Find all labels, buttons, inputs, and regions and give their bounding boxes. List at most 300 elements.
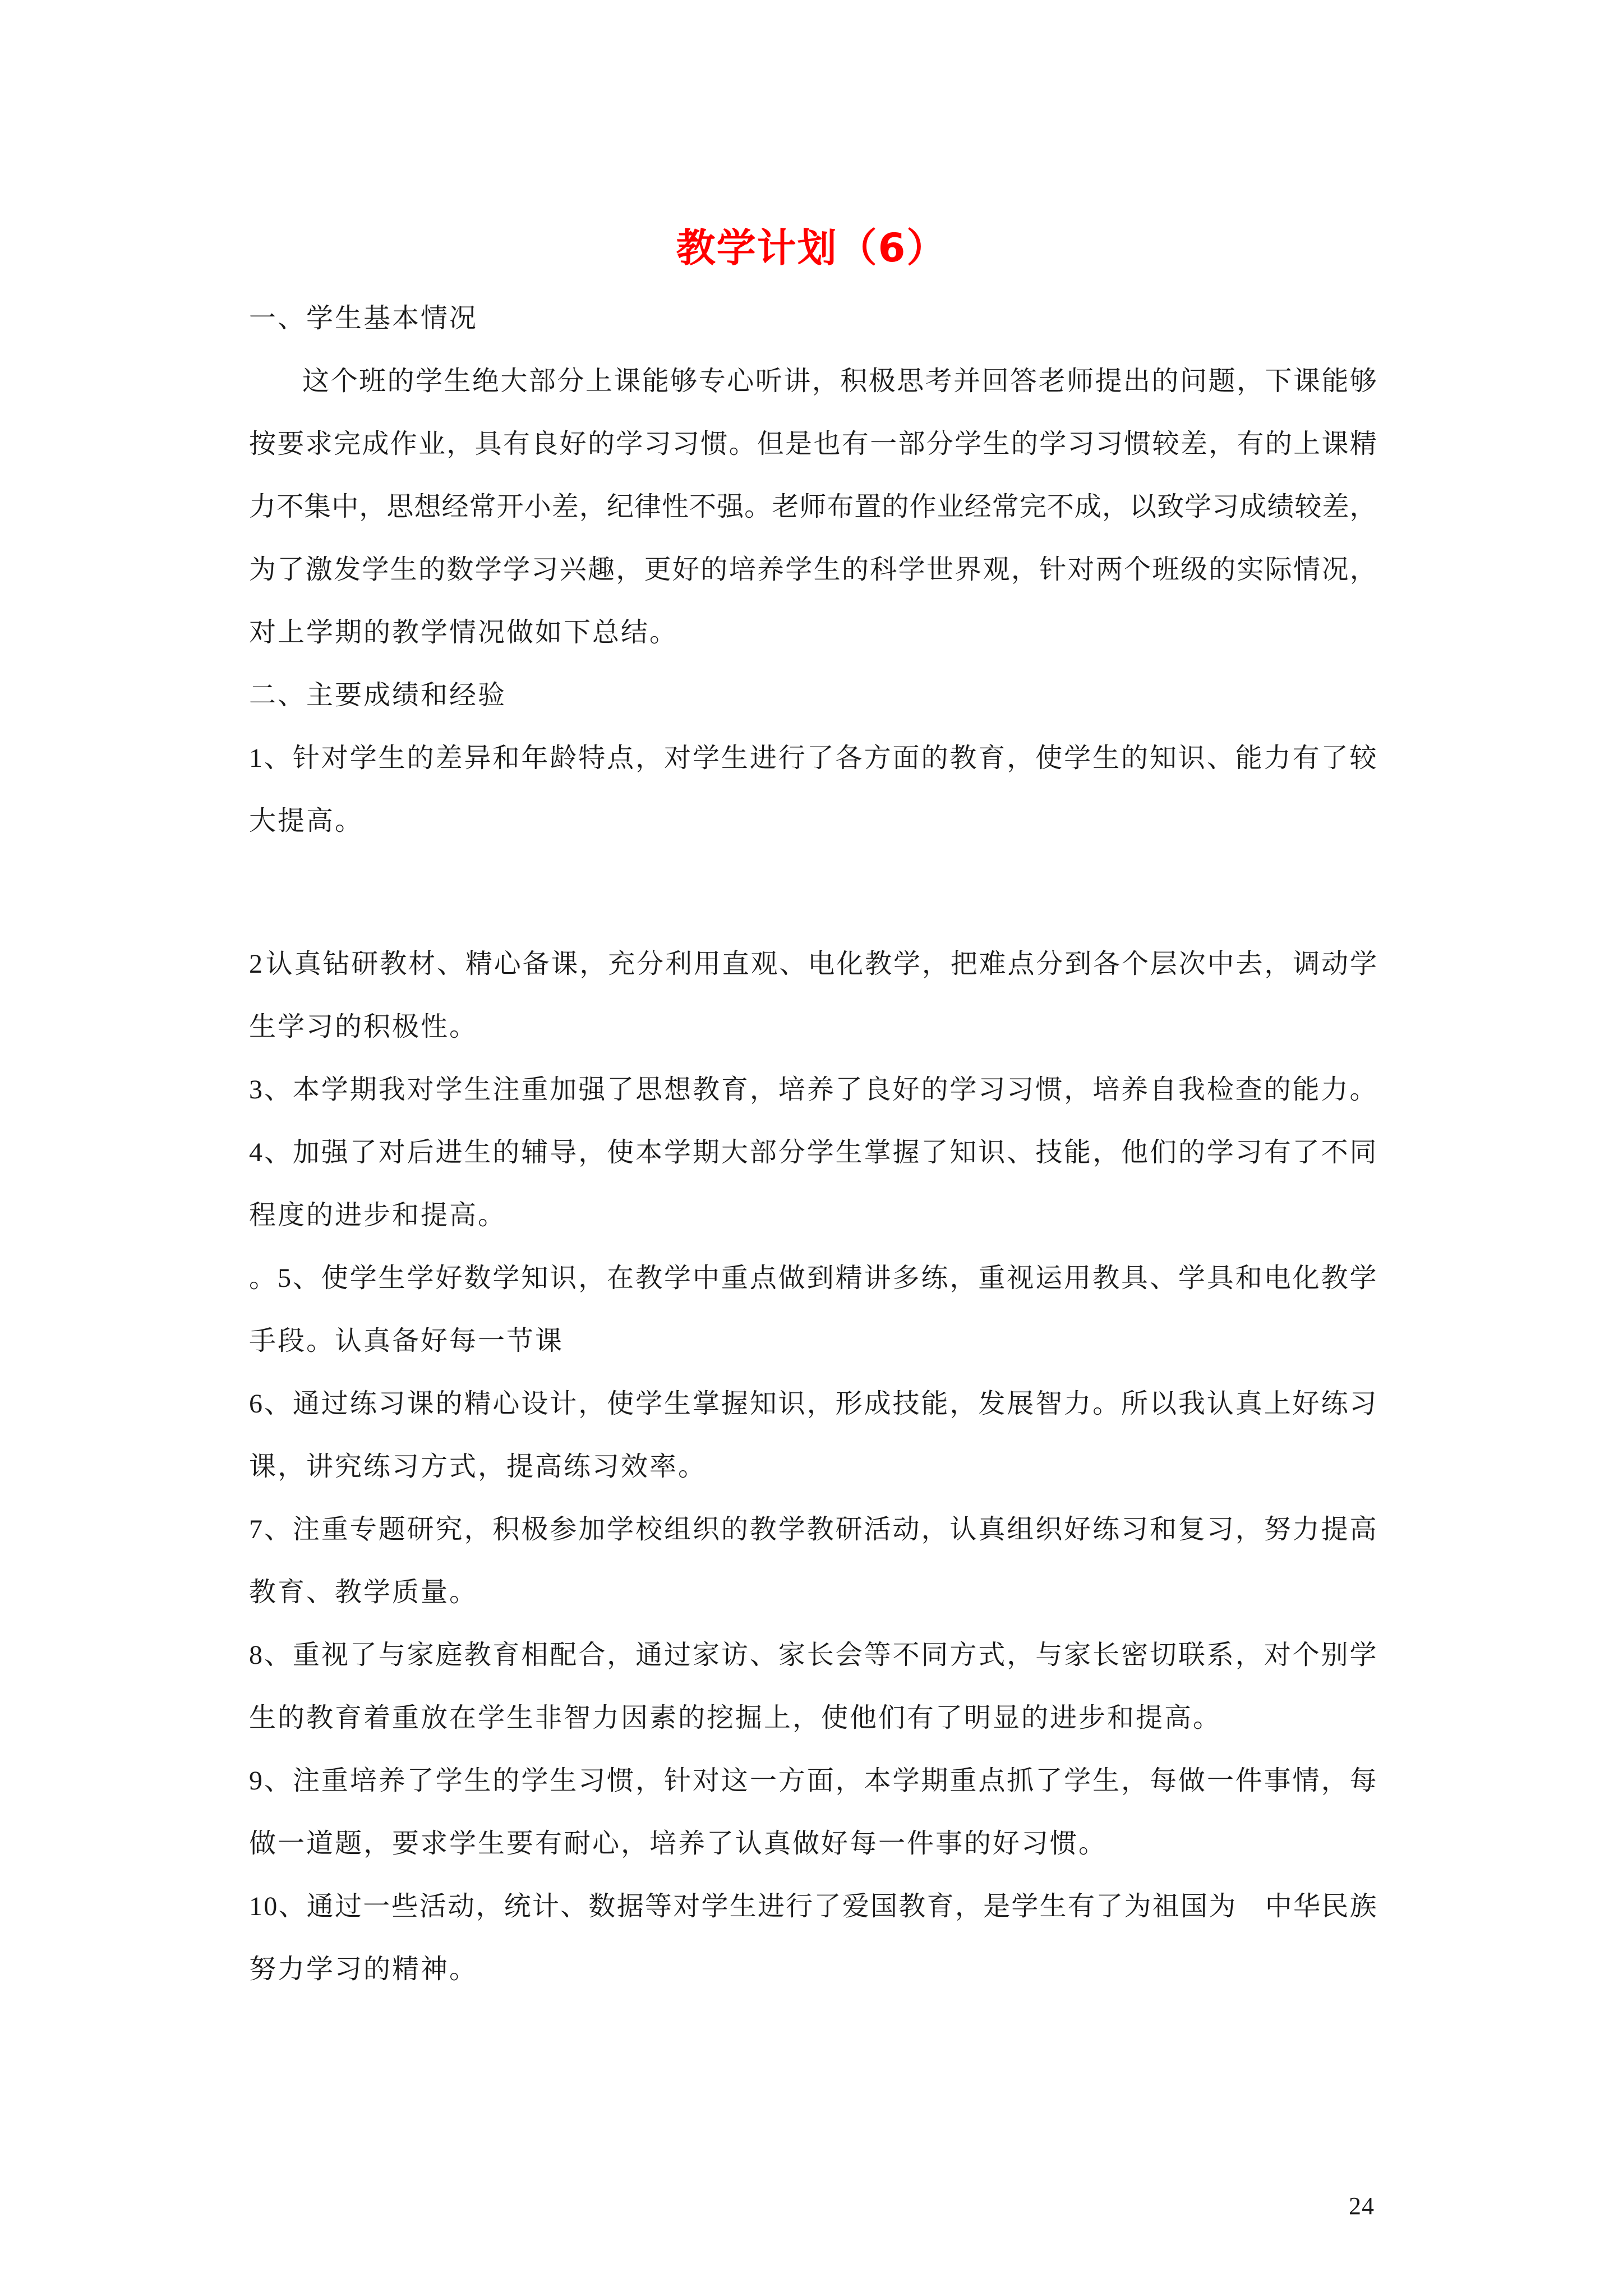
char: ， [806,1389,834,1419]
char: 良 [531,429,559,459]
char: 的 [435,1389,463,1419]
char: 力 [1264,743,1291,773]
char: 学 [1349,949,1377,979]
char: 以 [1129,492,1157,522]
char: 加 [292,1138,320,1167]
char: 同 [1349,1138,1377,1167]
char: ， [1349,492,1377,522]
char: 较 [1294,492,1322,522]
char: 真 [978,1515,1006,1544]
text-line [249,727,1377,790]
char: 学 [349,743,377,773]
char: 别 [1321,1640,1348,1670]
char: 考 [925,366,952,396]
char: 2 [249,949,262,979]
char: 织 [1035,1515,1063,1544]
char: 好 [1064,1515,1091,1544]
char: 出 [1123,366,1151,396]
char: 去 [1235,949,1263,979]
char: ， [1349,555,1377,585]
char: 知 [1149,743,1177,773]
char: 。 [1349,1075,1377,1105]
char: 学 [1206,1138,1234,1167]
char: 教 [464,1640,491,1670]
char: 期 [921,1766,948,1796]
char: 使 [607,1389,634,1419]
char: 。 [1092,1389,1120,1419]
char: 了 [407,1766,434,1796]
char: 行 [786,1892,813,1921]
char: 极 [868,366,896,396]
char: 注 [492,1075,520,1105]
char: 使 [321,1263,348,1293]
char: 9 [249,1766,262,1796]
char: ， [464,1515,491,1544]
char: ， [1101,492,1129,522]
char: 差 [551,492,579,522]
char: 上 [1293,429,1321,459]
char: 设 [521,1389,548,1419]
char: 学 [955,429,982,459]
char: 计 [550,1389,577,1419]
char: 生 [729,1892,757,1921]
char: 实 [1237,555,1264,585]
char: 密 [1121,1640,1149,1670]
char: 利 [665,949,692,979]
char: 好 [435,1263,463,1293]
char: 参 [550,1515,577,1544]
char: 。 [744,492,772,522]
char: 族 [1349,1892,1377,1921]
char: 练 [921,1263,948,1293]
char: 、 [1007,1138,1034,1167]
char: 本 [864,1766,891,1796]
char: 电 [1264,1263,1291,1293]
char: 进 [758,1892,785,1921]
char: 活 [864,1515,891,1544]
char: 注 [292,1515,320,1544]
char: 重 [521,1075,548,1105]
char: 化 [836,949,864,979]
char: 老 [772,492,799,522]
char: 的 [1151,366,1179,396]
char: 学 [1064,743,1091,773]
char: 电 [808,949,835,979]
char: 育 [721,1075,748,1105]
char: 7 [249,1515,262,1544]
char: ， [359,492,386,522]
char: 学 [1349,1640,1377,1670]
char: 认 [1206,1389,1234,1419]
char: 作 [390,429,417,459]
char: 培 [1092,1075,1120,1105]
char: 教 [749,1515,777,1544]
char: ， [579,492,606,522]
char: ， [1011,555,1038,585]
char: 下 [1265,366,1292,396]
char: 这 [721,1766,748,1796]
char: 1 [249,743,262,773]
char: 本 [635,1138,663,1167]
text-line [249,1247,1377,1310]
char: 习 [1067,429,1095,459]
char: 分 [637,949,664,979]
char: 思 [386,492,414,522]
char: 方 [864,743,891,773]
char: 力 [1064,1389,1091,1419]
char: 重 [949,1766,977,1796]
text-line: 教育、教学质量。 [249,1577,478,1607]
char: 充 [608,949,635,979]
char: 了 [349,1640,377,1670]
char: 视 [321,1640,348,1670]
char: 龄 [550,743,577,773]
char: 针 [292,743,320,773]
char: 良 [864,1075,891,1105]
char: 年 [521,743,548,773]
char: 导 [550,1138,577,1167]
char: 个 [1124,555,1151,585]
char: 数 [588,1892,616,1921]
char: 的 [1121,743,1149,773]
char: 教 [635,1263,663,1293]
char: 思 [635,1075,663,1105]
char: 民 [1321,1892,1349,1921]
char: 握 [721,1389,748,1419]
char: ， [579,949,607,979]
char: 教 [865,949,892,979]
char: 学 [893,949,920,979]
char: 习 [1235,1138,1262,1167]
char: 过 [321,1389,348,1419]
char: 视 [1007,1263,1034,1293]
char: 世 [926,555,953,585]
text-line [249,1624,1377,1687]
char: 部 [898,429,925,459]
char: 家 [692,1640,720,1670]
char: 积 [840,366,868,396]
char: 教 [949,743,977,773]
char: 开 [496,492,524,522]
char: 学 [949,1075,977,1105]
char: 但 [757,429,784,459]
char: 的 [1265,429,1292,459]
char: 识 [550,1263,577,1293]
char: 技 [892,1389,920,1419]
char: 到 [806,1263,834,1293]
char: 并 [953,366,981,396]
char: 每 [1149,1766,1177,1796]
char: 班 [1152,555,1179,585]
char: 上 [585,366,612,396]
char: 惯 [1124,429,1151,459]
char: 为 [1124,1892,1151,1921]
text-line: 程度的进步和提高。 [249,1200,507,1230]
char: 重 [978,1263,1006,1293]
char: 期 [692,1138,720,1167]
char: 、 [264,1075,291,1105]
char: 教 [898,1892,926,1921]
char: 、 [264,1640,291,1670]
char: 了 [349,1138,377,1167]
char: 成 [1239,492,1267,522]
char: 课 [551,949,578,979]
char: 期 [349,1075,377,1105]
char: 绩 [1267,492,1294,522]
char: 生 [664,1389,691,1419]
char: 生 [550,1766,577,1796]
char: 数 [464,1263,491,1293]
char: 针 [1039,555,1067,585]
char: 养 [757,555,784,585]
char: ， [1007,1640,1034,1670]
char: 对 [673,1892,700,1921]
char: 是 [785,429,813,459]
char: 完 [333,429,361,459]
char: 相 [521,1640,548,1670]
char: 4 [249,1138,262,1167]
char: 件 [1235,1766,1262,1796]
char: 养 [806,1075,834,1105]
char: 生 [444,366,471,396]
char: 的 [1264,1075,1291,1105]
char: 进 [749,743,777,773]
char: 想 [664,1075,691,1105]
char: 和 [1149,1515,1177,1544]
char: 育 [492,1640,520,1670]
char: 切 [1149,1640,1177,1670]
char: 重 [721,1263,748,1293]
char: 力 [1321,1075,1348,1105]
text-line [249,476,1377,539]
char: ， [1235,1515,1262,1544]
char: 强 [321,1138,348,1167]
char: 中 [1207,949,1234,979]
char: 要 [277,429,305,459]
char: ， [955,1892,982,1921]
char: 能 [1235,743,1262,773]
char: 异 [464,743,491,773]
char: 知 [749,1389,777,1419]
document-title: 教学计划（6） [676,225,947,271]
char: 一 [870,429,897,459]
char: 课 [407,1389,434,1419]
char: 认 [949,1515,977,1544]
char: 展 [1007,1389,1034,1419]
char: ， [1235,1640,1262,1670]
char: 趣 [587,555,615,585]
text-line [249,1498,1377,1561]
char: 好 [892,1075,920,1105]
char: 精 [1349,429,1377,459]
char: 情 [1292,1766,1320,1796]
char: 能 [921,1389,948,1419]
char: 习 [531,555,559,585]
char: 使 [607,1138,634,1167]
char: 了 [806,743,834,773]
char: 、 [1206,743,1234,773]
char: 用 [693,949,721,979]
char: 加 [550,1075,577,1105]
char: 动 [448,1892,475,1921]
char: 界 [955,555,982,585]
char: 为 [1209,1892,1236,1921]
char: 、 [264,743,291,773]
char: 努 [1264,1515,1291,1544]
char: 学 [502,555,530,585]
text-line: 努力学习的精神。 [249,1954,478,1984]
char: 组 [664,1515,691,1544]
char: 常 [992,492,1019,522]
char: 以 [1149,1389,1177,1419]
char: 织 [692,1515,720,1544]
char: 把 [950,949,978,979]
char: 点 [607,743,634,773]
char: 检 [1206,1075,1234,1105]
char: 学 [892,1766,920,1796]
char: 提 [1321,1515,1348,1544]
char: 心 [492,1389,520,1419]
char: 习 [1349,1389,1377,1419]
char: 复 [1178,1515,1205,1544]
char: 到 [1064,949,1092,979]
char: 育 [926,1892,954,1921]
char: 力 [249,492,276,522]
char: 知 [949,1138,977,1167]
char: 我 [1178,1389,1205,1419]
char: ， [949,1389,977,1419]
char: 学 [321,1075,348,1105]
char: 经 [964,492,992,522]
char: 本 [292,1075,320,1105]
char: 学 [1039,429,1067,459]
char: 学 [664,1138,691,1167]
char: 、 [264,1515,291,1544]
char: 形 [835,1389,863,1419]
char: 上 [1264,1389,1291,1419]
char: ， [578,1138,606,1167]
char: 技 [1035,1138,1063,1167]
char: 能 [1292,1075,1320,1105]
char: 掌 [864,1138,891,1167]
char: 、 [264,1766,291,1796]
char: 纪 [606,492,634,522]
char: 习 [1212,492,1239,522]
char: 际 [1265,555,1292,585]
char: 智 [1035,1389,1063,1419]
char: 成 [1074,492,1101,522]
char: 具 [1121,1263,1149,1293]
char: 惯 [607,1766,634,1796]
char: 学 [1011,1892,1039,1921]
char: 心 [494,949,521,979]
char: 与 [1035,1640,1063,1670]
char: 运 [1035,1263,1063,1293]
text-line [249,350,1377,413]
char: 学 [1178,1263,1205,1293]
char: 业 [418,429,445,459]
text-line: 手段。认真备好每一节课 [249,1326,564,1356]
char: 使 [1035,743,1063,773]
char: 有 [841,429,869,459]
char: 具 [1206,1263,1234,1293]
char: 习 [378,1389,405,1419]
text-line [249,1059,1377,1121]
char: 点 [978,1766,1006,1796]
char: 不 [1046,492,1074,522]
char: 进 [435,1138,463,1167]
char: 性 [661,492,689,522]
char: 情 [1293,555,1321,585]
char: 了 [835,1075,863,1105]
char: 学 [407,1263,434,1293]
char: 致 [1157,492,1184,522]
char: 、 [749,1640,777,1670]
char: 家 [778,1640,805,1670]
char: 兴 [559,555,587,585]
text-line [249,539,1377,601]
char: 按 [249,429,276,459]
char: 祖 [1152,1892,1179,1921]
char: 的 [1178,1138,1205,1167]
char: 面 [892,743,920,773]
char: 生 [464,1766,491,1796]
char: 小 [524,492,551,522]
char: 作 [909,492,937,522]
char: 精 [464,1389,491,1419]
char: 我 [1178,1075,1205,1105]
char: 动 [1321,949,1349,979]
char: 练 [1321,1389,1348,1419]
char: 和 [1235,1263,1262,1293]
char: 的 [387,366,414,396]
char: 、 [292,1263,320,1293]
char: 班 [358,366,386,396]
char: 大 [721,1138,748,1167]
char: 的 [882,492,909,522]
char: 动 [892,1515,920,1544]
char: 答 [1010,366,1038,396]
char: ， [635,1766,663,1796]
char: 学 [1184,492,1212,522]
char: 合 [578,1640,606,1670]
char: 抓 [1007,1766,1034,1796]
char: 集 [304,492,331,522]
char: 强 [578,1075,606,1105]
char: 对 [1264,1640,1291,1670]
char: ， [1321,1766,1348,1796]
char: 生 [1092,1766,1120,1796]
char: 了 [921,1138,948,1167]
char: 学 [435,1766,463,1796]
text-line [249,933,1377,996]
char: 专 [698,366,726,396]
char: 究 [435,1515,463,1544]
char: 生 [1039,1892,1067,1921]
char: 统 [504,1892,531,1921]
char: 访 [721,1640,748,1670]
char: 学 [1349,1263,1377,1293]
char: 每 [1349,1766,1377,1796]
char: 学 [616,429,643,459]
char: 有 [1292,743,1320,773]
char: 习 [672,429,699,459]
char: 惯 [700,429,728,459]
char: 成 [864,1389,891,1419]
char: 想 [414,492,441,522]
char: 布 [827,492,854,522]
char: 培 [728,555,756,585]
